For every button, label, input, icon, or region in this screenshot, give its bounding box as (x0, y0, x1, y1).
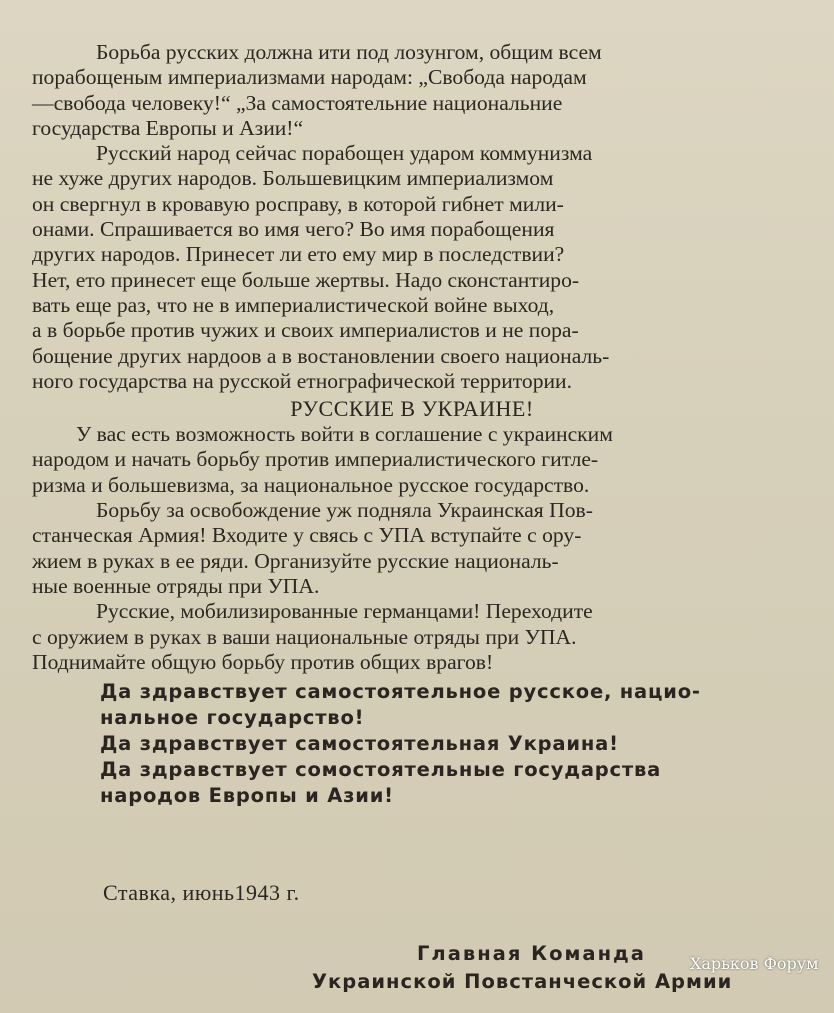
text-line: Борьба русских должна ити под лозунгом, общим всем (96, 40, 602, 64)
text-line: Борьбу за освобождение уж подняла Украинская Пов- (96, 498, 593, 523)
text-line: станческая Армия! Входите у свясь с УПА вступайте с ору- (32, 523, 582, 548)
signature-block (312, 940, 732, 996)
watermark-text: Харьков Форум (690, 954, 819, 973)
paragraph-slogan-intro (32, 40, 792, 141)
text-line: вать еще раз, что не в империалистической войне выход, (32, 292, 555, 317)
paragraph-opportunity (32, 422, 792, 498)
paragraph-russian-people (32, 141, 792, 394)
text-line: —свобода человеку!“ „За самостоятельние национальние (32, 90, 563, 115)
text-line: других народов. Принесет ли ето ему мир в последствии? (32, 242, 565, 267)
slogan-line: Да здравствует сомостоятельные государства (100, 758, 662, 782)
text-line: Русский народ сейчас порабощен ударом коммунизма (96, 141, 593, 166)
text-line: с оружием в руках в ваши национальные отряды при УПА. (32, 624, 577, 649)
text-line: порабощеным империализмами народам: „Свобода народам (32, 65, 587, 90)
document-body (32, 40, 792, 809)
text-line: бощение других нардоов а в востановлении своего националь- (32, 343, 610, 368)
slogan-line: нальное государство! (100, 706, 365, 730)
paragraph-upa (32, 498, 792, 599)
section-heading: РУССКИЕ В УКРАИНЕ! (290, 396, 534, 422)
signature-line: Украинской Повстанческой Армии (312, 970, 733, 993)
text-line: ризма и большевизма, за национальное русское государство. (32, 472, 590, 497)
slogans-block (100, 679, 792, 809)
place-date: Ставка, июнь1943 г. (103, 880, 300, 905)
text-line: а в борьбе против чужих и своих империалистов и не пора- (32, 318, 579, 343)
text-line: не хуже других народов. Большевицким империализмом (32, 166, 554, 191)
paragraph-mobilized (32, 599, 792, 675)
text-line: государства Европы и Азии!“ (32, 115, 304, 140)
text-line: онами. Спрашивается во имя чего? Во имя порабощения (32, 217, 555, 242)
text-line: ные военные отряды при УПА. (32, 573, 320, 598)
text-line: он свергнул в кровавую росправу, в которой гибнет мили- (32, 191, 564, 216)
text-line: Русские, мобилизированные германцами! Переходите (96, 599, 593, 624)
slogan-line: народов Европы и Азии! (100, 784, 394, 808)
slogan-line: Да здравствует самостоятельная Украина! (100, 732, 619, 756)
text-line: У вас есть возможность войти в соглашение с украинским (76, 422, 613, 447)
text-line: народом и начать борьбу против империалистического гитле- (32, 447, 599, 472)
text-line: Нет, ето принесет еще больше жертвы. Надо сконстантиро- (32, 267, 580, 292)
signature-line: Главная Команда (417, 942, 646, 965)
slogan-line: Да здравствует самостоятельное русское, нацио- (100, 680, 701, 704)
text-line: ного государства на русской етнографической территории. (32, 368, 573, 393)
text-line: жием в руках в ее ряди. Организуйте русские националь- (32, 548, 559, 573)
text-line: Поднимайте общую борьбу против общих врагов! (32, 649, 494, 674)
